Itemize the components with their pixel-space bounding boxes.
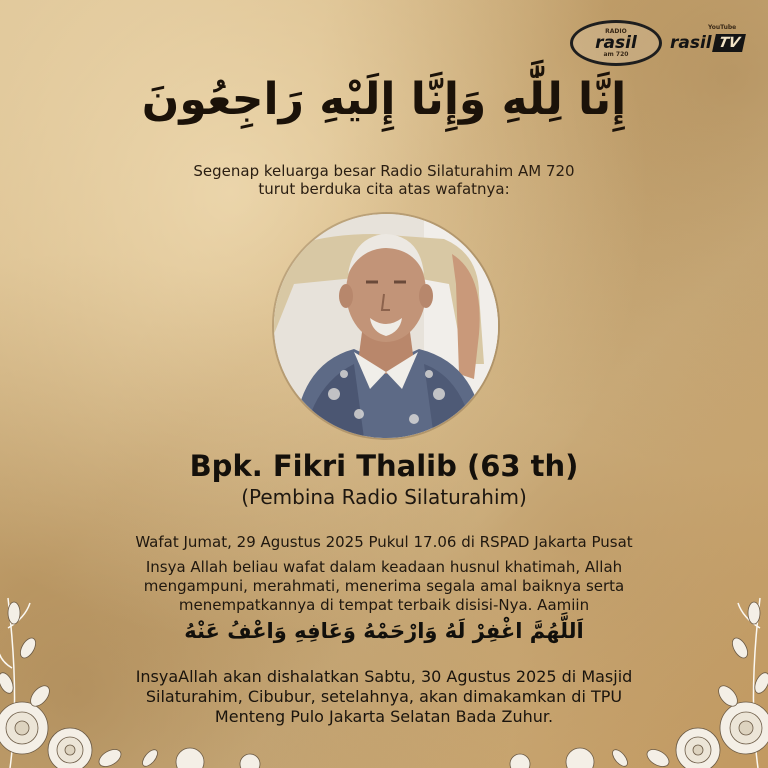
prayer-line-1: Insya Allah beliau wafat dalam keadaan husnul khatimah, Allah xyxy=(145,558,623,576)
schedule-line-2: Silaturahim, Cibubur, setelahnya, akan dimakamkan di TPU xyxy=(145,687,623,706)
deceased-role: (Pembina Radio Silaturahim) xyxy=(241,485,527,509)
doa-arabic: اَللَّهُمَّ اغْفِرْ لَهُ وَارْحَمْهُ وَعَافِهِ وَاعْفُ عَنْهُ xyxy=(184,619,584,643)
deceased-portrait xyxy=(274,214,498,438)
prayer-line-2: mengampuni, merahmati, menerima segala amal baiknya serta xyxy=(143,577,625,595)
prayer-line-3: menempatkannya di tempat terbaik disisi-Nya. Aamiin xyxy=(178,596,590,614)
intro-line-1: Segenap keluarga besar Radio Silaturahim AM 720 xyxy=(193,162,575,180)
youtube-mark: YouTube xyxy=(707,24,737,31)
brand-logos xyxy=(570,20,744,66)
schedule-line-1: InsyaAllah akan dishalatkan Sabtu, 30 Agustus 2025 di Masjid xyxy=(135,667,633,686)
intro-line-2: turut berduka cita atas wafatnya: xyxy=(258,180,510,198)
portrait-illustration xyxy=(274,214,498,438)
prayer-text xyxy=(60,558,708,615)
floral-bottom-border xyxy=(0,718,768,768)
radio-rasil-logo: RADIO rasil am 720 xyxy=(570,20,662,66)
istirja-calligraphy: إِنَّا لِلَّٰهِ وَإِنَّا إِلَيْهِ رَاجِعُونَ xyxy=(141,74,627,125)
death-info: Wafat Jumat, 29 Agustus 2025 Pukul 17.06 di RSPAD Jakarta Pusat xyxy=(135,533,633,551)
intro-text xyxy=(0,162,768,198)
deceased-name: Bpk. Fikri Thalib (63 th) xyxy=(189,449,579,483)
schedule-line-3: Menteng Pulo Jakarta Selatan Bada Zuhur. xyxy=(214,707,554,726)
rasil-tv-logo: YouTube rasil TV xyxy=(670,33,744,53)
